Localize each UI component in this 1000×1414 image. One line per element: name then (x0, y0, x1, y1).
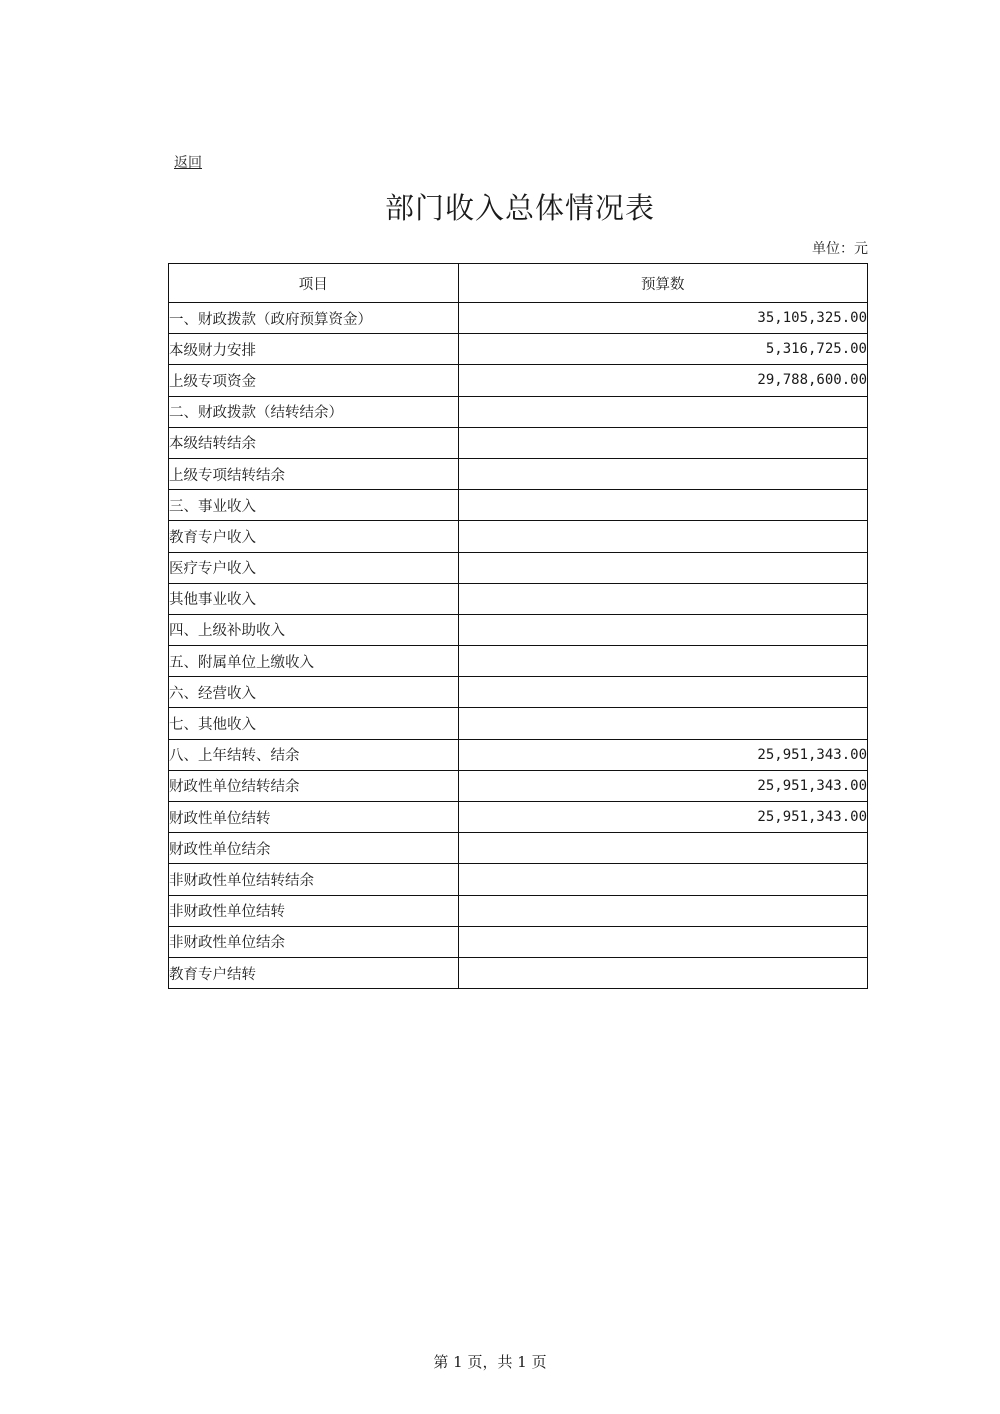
header-amount: 预算数 (458, 264, 867, 303)
row-amount (458, 614, 867, 645)
row-amount: 25,951,343.00 (458, 802, 867, 833)
table-row (169, 490, 868, 521)
table-row (169, 677, 868, 708)
row-item: 非财政性单位结转结余 (169, 864, 459, 895)
row-item: 四、上级补助收入 (169, 614, 459, 645)
row-item: 六、经营收入 (169, 677, 459, 708)
row-item: 财政性单位结余 (169, 833, 459, 864)
row-item: 上级专项结转结余 (169, 458, 459, 489)
row-item: 其他事业收入 (169, 583, 459, 614)
row-item: 医疗专户收入 (169, 552, 459, 583)
row-amount: 35,105,325.00 (458, 303, 867, 334)
row-amount (458, 864, 867, 895)
table-row (169, 521, 868, 552)
row-item: 五、附属单位上缴收入 (169, 646, 459, 677)
page-title: 部门收入总体情况表 (384, 191, 655, 225)
row-amount: 25,951,343.00 (458, 739, 867, 770)
row-amount (458, 895, 867, 926)
row-item: 财政性单位结转结余 (169, 770, 459, 801)
table-row (169, 833, 868, 864)
row-amount (458, 458, 867, 489)
row-item: 二、财政拨款（结转结余） (169, 396, 459, 427)
table-row (169, 708, 868, 739)
row-item: 非财政性单位结转 (169, 895, 459, 926)
row-amount: 5,316,725.00 (458, 334, 867, 365)
row-item: 七、其他收入 (169, 708, 459, 739)
table-row (169, 396, 868, 427)
row-amount (458, 646, 867, 677)
table-row (169, 957, 868, 988)
row-amount (458, 833, 867, 864)
row-item: 本级结转结余 (169, 427, 459, 458)
table-row (169, 365, 868, 396)
row-item: 非财政性单位结余 (169, 926, 459, 957)
table-row (169, 646, 868, 677)
row-amount (458, 677, 867, 708)
unit-label: 单位：元 (812, 241, 868, 257)
table-row (169, 864, 868, 895)
table-row (169, 895, 868, 926)
row-item: 三、事业收入 (169, 490, 459, 521)
row-amount (458, 427, 867, 458)
row-item: 财政性单位结转 (169, 802, 459, 833)
table-header-row (169, 264, 868, 303)
table-row (169, 334, 868, 365)
row-item: 上级专项资金 (169, 365, 459, 396)
row-amount (458, 521, 867, 552)
row-amount (458, 552, 867, 583)
row-item: 教育专户结转 (169, 957, 459, 988)
row-item: 八、上年结转、结余 (169, 739, 459, 770)
row-amount (458, 583, 867, 614)
page-footer: 第 1 页，共 1 页 (433, 1353, 547, 1371)
table-row (169, 614, 868, 645)
budget-table (168, 263, 868, 989)
row-amount (458, 926, 867, 957)
table-row (169, 739, 868, 770)
table-row (169, 802, 868, 833)
row-amount (458, 708, 867, 739)
row-item: 本级财力安排 (169, 334, 459, 365)
row-amount: 25,951,343.00 (458, 770, 867, 801)
table-row (169, 552, 868, 583)
row-amount (458, 957, 867, 988)
row-amount (458, 396, 867, 427)
row-amount (458, 490, 867, 521)
header-item: 项目 (169, 264, 459, 303)
table-row (169, 427, 868, 458)
row-item: 一、财政拨款（政府预算资金） (169, 303, 459, 334)
table-row (169, 770, 868, 801)
back-link[interactable]: 返回 (174, 155, 202, 171)
table-row (169, 926, 868, 957)
table-row (169, 303, 868, 334)
table-row (169, 583, 868, 614)
row-item: 教育专户收入 (169, 521, 459, 552)
row-amount: 29,788,600.00 (458, 365, 867, 396)
table-row (169, 458, 868, 489)
